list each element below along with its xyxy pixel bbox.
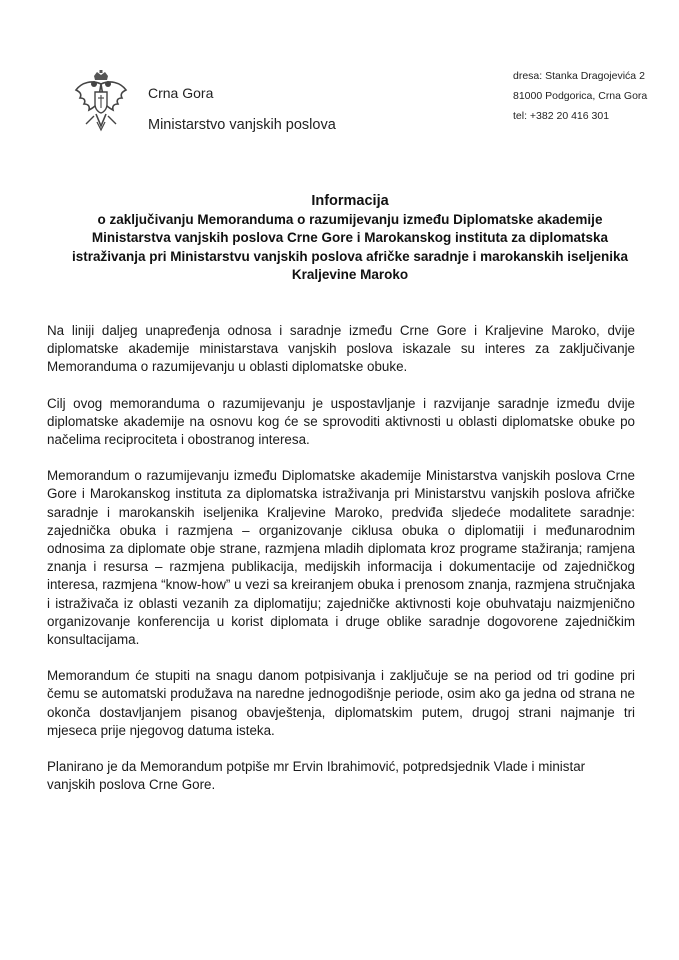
organization-name [148,84,336,134]
contact-address [513,66,647,126]
body-paragraph: Cilj ovog memoranduma o razumijevanju je uspostavljanje i razvijanje saradnje između dvije diplomatske akademije na osnovu kog će se sprovoditi aktivnosti u oblasti diplomatske obuke po načelima reciprociteta i obostranog interesa. [47,395,635,448]
body-paragraph: Na liniji daljeg unapređenja odnosa i saradnje između Crne Gore i Kraljevine Maroko, dvije diplomatske akademije ministarstava vanjskih poslova iskazale su interes za zaključivanje Memoranduma o razumijevanju u oblasti diplomatske obuke. [47,323,635,375]
country-name: Crna Gora [148,85,214,101]
title-line: Ministarstva vanjskih poslova Crne Gore i Marokanskog instituta za diplomatska [91,230,609,245]
title-line: o zaključivanju Memoranduma o razumijevanju između Diplomatske akademije [97,211,603,227]
address-city: 81000 Podgorica, Crna Gora [513,90,648,102]
document-body [47,322,635,812]
title-line: istraživanja pri Ministarstvu vanjskih poslova afričke saradnje i marokanskih iseljenika [72,248,628,264]
ministry-name: Ministarstvo vanjskih poslova [148,117,336,133]
address-phone: tel: +382 20 416 301 [513,110,610,122]
title-line: Kraljevine Maroko [291,267,409,282]
body-paragraph: Memorandum će stupiti na snagu danom potpisivanja i zaključuje se na period od tri godine pri čemu se automatski produžava na naredne jednogodišnje periode, osim ako ga jedna od strana ne okonča dostavljanjem pisanog obavještenja, diplomatskim putem, drugoj strani najmanje tri mjeseca prije njegovog datuma isteka. [47,668,635,738]
title-heading: Informacija [311,193,389,209]
body-paragraph: Memorandum o razumijevanju između Diplomatske akademije Ministarstva vanjskih poslova Crne Gore i Marokanskog instituta za diplomatska istraživanja pri Ministarstvu vanjskih poslova afričke saradnje i marokanskih iseljenika Kraljevine Maroko, predviđa sljedeće modalitete saradnje: zajednička obuka i razmjena – organizovanje ciklusa obuka o diplomatiji i međunarodnim odnosima za diplomate obje strane, razmjena mladih diplomata kroz programe stažiranja; ramjena znanja i resursa – razmjena publikacija, medijskih informacija i dokumentacije od zajedničkog interesa, razmjena “know-how” u vezi sa kreiranjem obuka i prenosom znanja, razmjena stručnjaka i istraživača iz oblasti vezanih za diplomatiju; zajedničke aktivnosti koje obuhvataju naizmjenično organizovanje konferencija u korist diplomata i druge oblike saradnje dogovorene zajedničkim konsultacijama. [47,468,635,648]
montenegro-coat-of-arms-icon [72,70,130,132]
address-street: dresa: Stanka Dragojevića 2 [513,70,645,82]
body-paragraph: Planirano je da Memorandum potpiše mr Ervin Ibrahimović, potpredsjednik Vlade i ministar vanjskih poslova Crne Gore. [47,759,586,793]
document-title [60,192,640,285]
